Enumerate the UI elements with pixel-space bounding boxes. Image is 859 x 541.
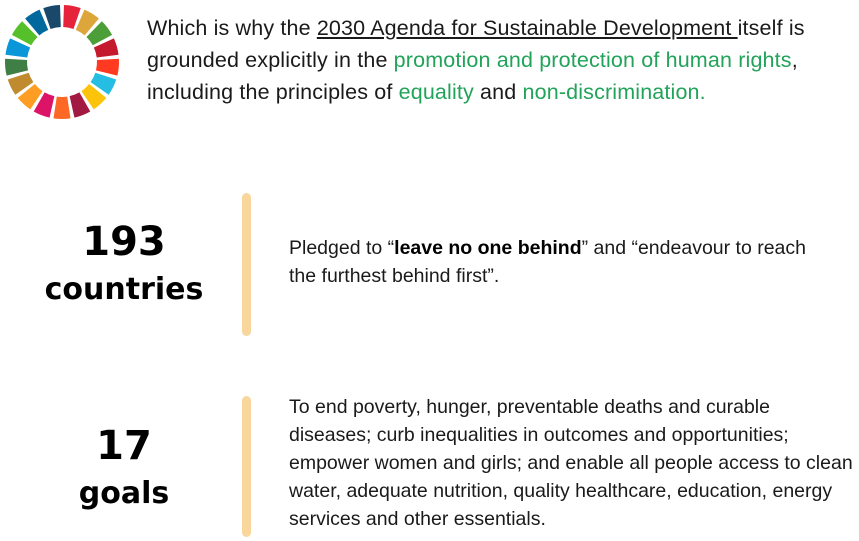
stat-label: goals	[78, 476, 170, 511]
stat-goals	[20, 422, 228, 518]
intro-text-4: and	[473, 80, 523, 104]
sdg-color-wheel-icon	[2, 2, 122, 122]
sdg-wheel-segment	[96, 59, 119, 76]
intro-text-3: , including the principles of	[147, 48, 798, 104]
sdg-wheel-segment	[53, 97, 70, 119]
vertical-divider	[242, 396, 251, 537]
sdg-wheel-segment	[5, 59, 28, 76]
human-rights-highlight: promotion and protection of human rights	[393, 48, 792, 72]
non-discrimination-highlight: non-discrimination.	[522, 80, 706, 104]
pledge-text-suffix: ” and “endeavour to reach the furthest behind first”.	[289, 237, 807, 287]
intro-text-1: Which is why the	[147, 16, 317, 40]
intro-text-2: itself is grounded explicitly in the	[147, 16, 805, 72]
stat-number: 17	[96, 423, 152, 469]
intro-paragraph	[147, 12, 852, 108]
stat-label: countries	[44, 272, 204, 307]
stat-description: To end poverty, hunger, preventable deaths and curable diseases; curb inequalities in outcomes and opportunities; empower women and girls; and enable all people access to clean water, adequate nutrition, quality healthcare, education, energy services and other essentials.	[289, 396, 853, 530]
vertical-divider	[242, 193, 251, 336]
stat-countries	[20, 218, 228, 314]
equality-highlight: equality	[398, 80, 474, 104]
leave-no-one-behind-bold: leave no one behind	[394, 237, 582, 259]
stat-description	[289, 234, 809, 290]
stat-number: 193	[82, 219, 166, 265]
agenda-2030-link[interactable]: 2030 Agenda for Sustainable Development	[316, 16, 738, 40]
pledge-text-prefix: Pledged to “	[289, 237, 395, 259]
